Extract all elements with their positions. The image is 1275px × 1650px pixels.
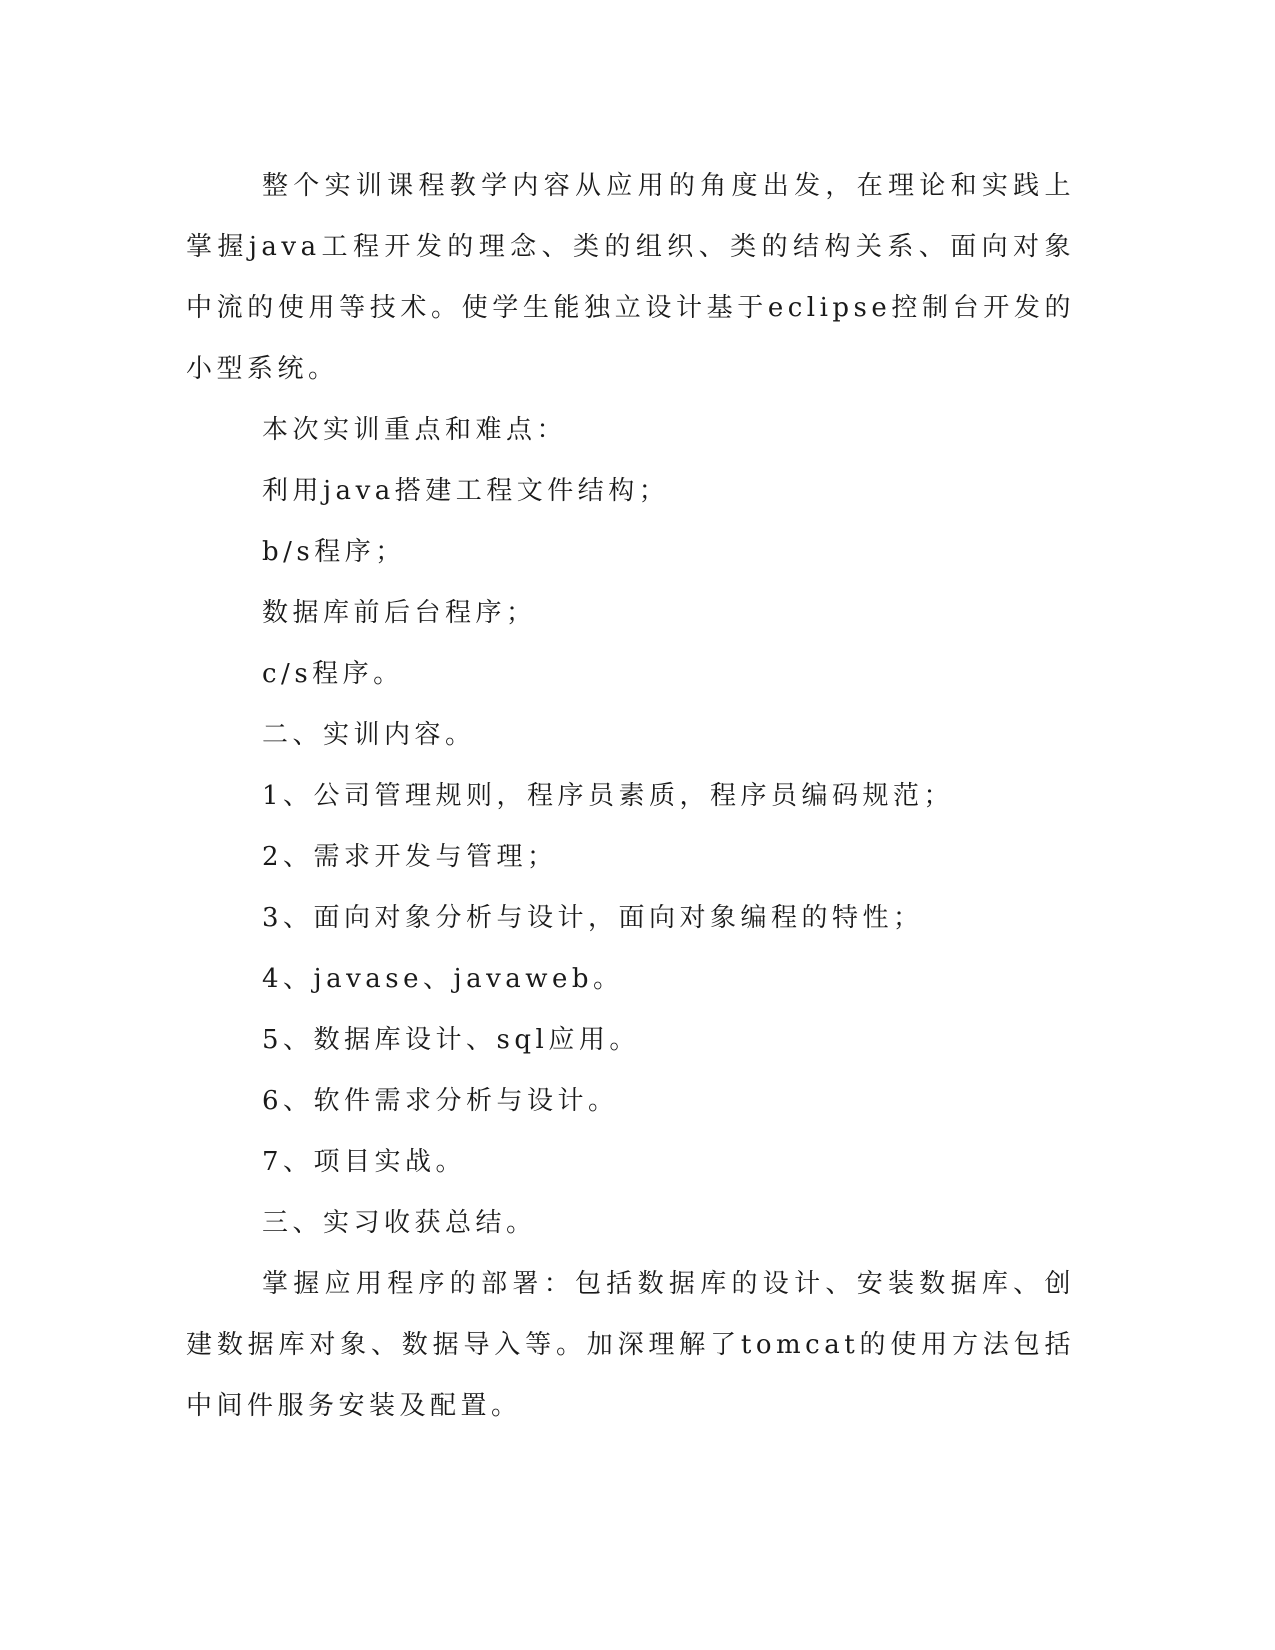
paragraph-key-point-cs: c/s程序。 xyxy=(262,659,404,689)
list-item-3: 3、面向对象分析与设计，面向对象编程的特性； xyxy=(262,903,924,933)
paragraph-key-point-bs: b/s程序； xyxy=(262,537,406,567)
list-item-1: 1、公司管理规则，程序员素质，程序员编码规范； xyxy=(262,781,955,811)
section-heading-summary: 三、实习收获总结。 xyxy=(262,1208,537,1238)
list-item-5: 5、数据库设计、sql应用。 xyxy=(262,1025,640,1055)
list-item-7: 7、项目实战。 xyxy=(262,1147,467,1177)
paragraph-key-point-java: 利用java搭建工程文件结构； xyxy=(262,476,670,506)
list-item-4: 4、javase、javaweb。 xyxy=(262,964,624,994)
paragraph-intro: 整个实训课程教学内容从应用的角度出发，在理论和实践上掌握java工程开发的理念、类的组织、类的结构关系、面向对象中流的使用等技术。使学生能独立设计基于eclipse控制台开发的小型系统。 xyxy=(186,171,1075,384)
list-item-2: 2、需求开发与管理； xyxy=(262,842,558,872)
paragraph-key-points-heading: 本次实训重点和难点： xyxy=(262,415,568,445)
list-item-6: 6、软件需求分析与设计。 xyxy=(262,1086,619,1116)
paragraph-key-point-database: 数据库前后台程序； xyxy=(262,598,537,628)
paragraph-summary: 掌握应用程序的部署：包括数据库的设计、安装数据库、创建数据库对象、数据导入等。加深理解了tomcat的使用方法包括中间件服务安装及配置。 xyxy=(186,1269,1075,1421)
section-heading-training-content: 二、实训内容。 xyxy=(262,720,476,750)
document-body xyxy=(186,156,1075,1437)
